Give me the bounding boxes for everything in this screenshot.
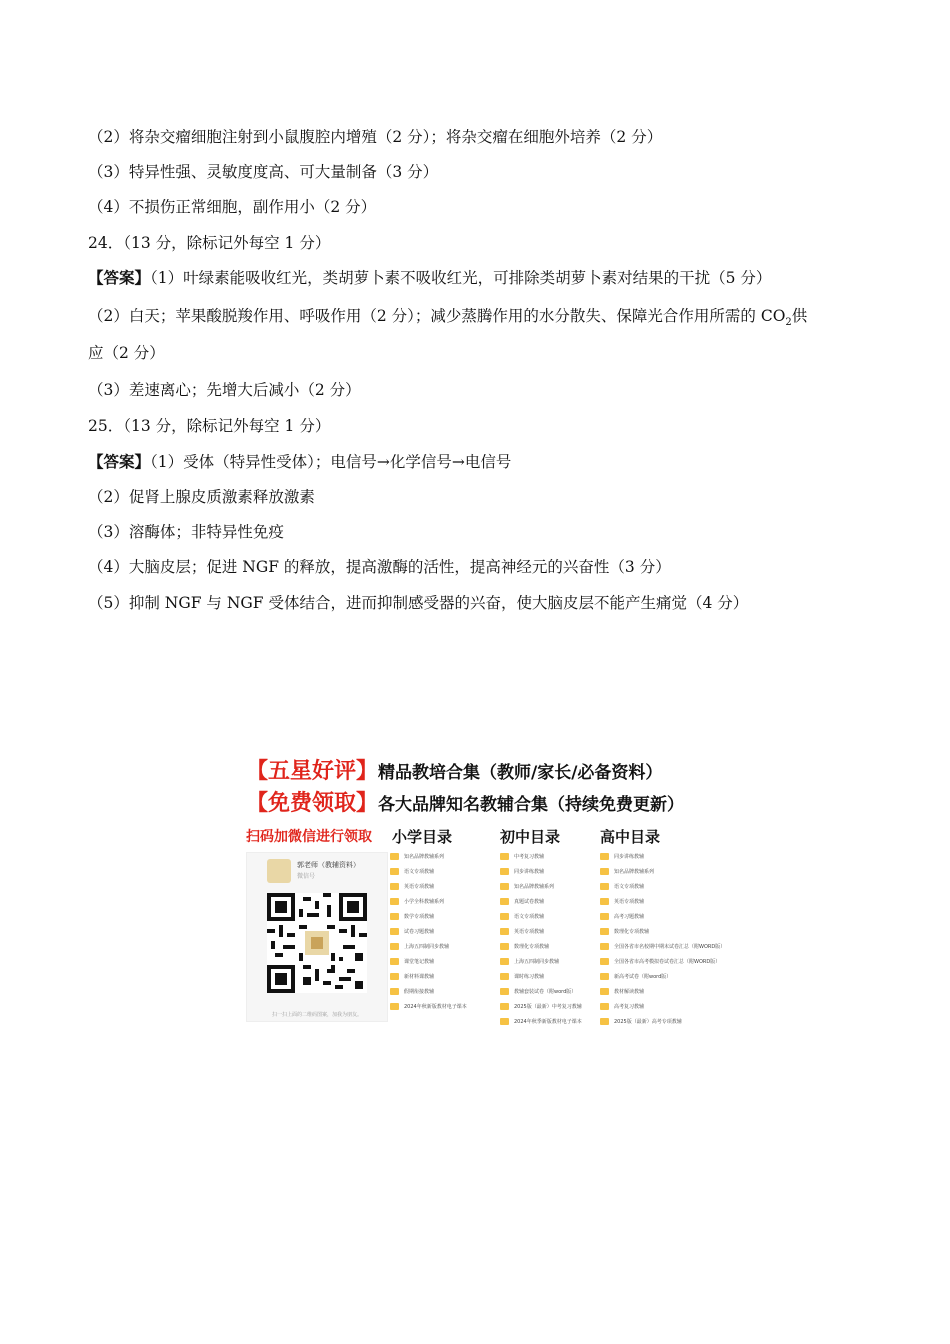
catalog-item[interactable] [600, 987, 725, 1002]
folder-icon [600, 913, 609, 920]
answer-line [88, 306, 808, 329]
folder-icon [390, 928, 399, 935]
question-24-answer [88, 268, 771, 288]
promo-text: 精品教培合集（教师/家长/必备资料） [378, 763, 663, 783]
catalog-item[interactable] [600, 1002, 725, 1017]
catalog-item[interactable] [390, 927, 467, 942]
folder-icon [500, 1018, 509, 1025]
catalog-item[interactable] [500, 927, 582, 942]
catalog-item-label: 同步讲练教辅 [614, 854, 645, 860]
card-footer: 扫一扫上面的二维码图案，加我为朋友。 [271, 1012, 362, 1018]
catalog-item-label: 语文专项教辅 [514, 914, 545, 920]
folder-icon [500, 973, 509, 980]
middle-catalog-list [500, 852, 582, 1032]
folder-icon [500, 898, 509, 905]
catalog-item[interactable] [390, 882, 467, 897]
catalog-item[interactable] [390, 942, 467, 957]
catalog-item[interactable] [600, 882, 725, 897]
promo-banner[interactable] [246, 748, 726, 1025]
catalog-item-label: 全国各省市名校期中期末试卷汇总（附WORD版） [614, 944, 726, 950]
catalog-item-label: 教材解读教辅 [614, 989, 645, 995]
catalog-item[interactable] [500, 882, 582, 897]
folder-icon [500, 988, 509, 995]
catalog-item[interactable] [500, 957, 582, 972]
catalog-item-label: 数理化专项教辅 [514, 944, 550, 950]
answer-text: （2）白天；苹果酸脱羧作用、呼吸作用（2 分）；减少蒸腾作用的水分散失、保障光合作用所需的 CO [88, 307, 786, 325]
promo-headline-2 [246, 786, 684, 817]
catalog-item[interactable] [600, 927, 725, 942]
folder-icon [600, 943, 609, 950]
answer-line: （4）不损伤正常细胞，副作用小（2 分） [88, 198, 377, 216]
answer-line: （2）将杂交瘤细胞注射到小鼠腹腔内增殖（2 分）；将杂交瘤在细胞外培养（2 分） [88, 128, 663, 146]
folder-icon [390, 898, 399, 905]
catalog-item[interactable] [390, 987, 467, 1002]
catalog-item[interactable] [600, 1017, 725, 1032]
catalog-item[interactable] [500, 867, 582, 882]
catalog-item[interactable] [600, 957, 725, 972]
folder-icon [390, 868, 399, 875]
catalog-item[interactable] [390, 852, 467, 867]
catalog-item[interactable] [390, 897, 467, 912]
catalog-item-label: 试卷习题教辅 [404, 929, 435, 935]
folder-icon [390, 973, 399, 980]
catalog-item-label: 知名品牌教辅系列 [514, 884, 555, 890]
answer-label: 【答案】 [88, 452, 151, 471]
catalog-item-label: 数学专项教辅 [404, 914, 435, 920]
answer-line: （3）溶酶体；非特异性免疫 [88, 523, 284, 541]
catalog-item-label: 同步讲练教辅 [514, 869, 545, 875]
folder-icon [500, 883, 509, 890]
promo-headline-1 [246, 754, 662, 785]
catalog-item[interactable] [390, 912, 467, 927]
catalog-item-label: 课堂笔记教辅 [404, 959, 435, 965]
folder-icon [600, 973, 609, 980]
question-24-heading: 24．（13 分，除标记外每空 1 分） [88, 234, 331, 252]
folder-icon [600, 868, 609, 875]
catalog-item-label: 小学全科教辅系列 [404, 899, 445, 905]
catalog-item-label: 课时练习教辅 [514, 974, 545, 980]
catalog-item[interactable] [600, 912, 725, 927]
scan-label: 扫码加微信进行领取 [246, 829, 372, 845]
catalog-item-label: 数理化专项教辅 [614, 929, 650, 935]
answer-text: （1）受体（特异性受体）；电信号→化学信号→电信号 [150, 453, 512, 471]
folder-icon [390, 1003, 399, 1010]
catalog-item-label: 2025版（最新）高考专项教辅 [614, 1019, 682, 1025]
promo-text: 各大品牌知名教辅合集（持续免费更新） [378, 795, 685, 815]
folder-icon [500, 853, 509, 860]
high-catalog-title: 高中目录 [600, 828, 661, 846]
folder-icon [600, 988, 609, 995]
folder-icon [600, 853, 609, 860]
card-name: 郭老师（教辅资料） [297, 861, 360, 869]
folder-icon [600, 898, 609, 905]
catalog-item[interactable] [390, 867, 467, 882]
catalog-item[interactable] [600, 972, 725, 987]
catalog-item-label: 知名品牌教辅系列 [404, 854, 445, 860]
catalog-item-label: 新高考试卷（附word版） [614, 974, 672, 980]
middle-catalog-title: 初中目录 [500, 828, 561, 846]
primary-catalog-list [390, 852, 467, 1017]
catalog-item[interactable] [500, 1017, 582, 1032]
answer-text: （1）叶绿素能吸收红光，类胡萝卜素不吸收红光，可排除类胡萝卜素对结果的干扰（5 分） [150, 269, 772, 287]
catalog-item-label: 2025版（最新）中考复习教辅 [514, 1004, 582, 1010]
catalog-item-label: 上海五四制同步教辅 [514, 959, 560, 965]
catalog-item[interactable] [500, 942, 582, 957]
folder-icon [600, 1018, 609, 1025]
catalog-item[interactable] [500, 912, 582, 927]
catalog-item-label: 高考复习教辅 [614, 1004, 645, 1010]
catalog-item-label: 假期衔接教辅 [404, 989, 435, 995]
catalog-item[interactable] [390, 957, 467, 972]
answer-label: 【答案】 [88, 268, 151, 287]
folder-icon [500, 958, 509, 965]
catalog-item-label: 上海五四制同步教辅 [404, 944, 450, 950]
catalog-item-label: 语文专项教辅 [404, 869, 435, 875]
catalog-item-label: 教辅套装试卷（附word版） [514, 989, 577, 995]
catalog-item-label: 2024年秋季新版教材电子课本 [514, 1019, 582, 1025]
folder-icon [390, 943, 399, 950]
promo-highlight: 【五星好评】 [246, 759, 379, 784]
catalog-item-label: 英语专项教辅 [404, 884, 435, 890]
folder-icon [600, 958, 609, 965]
catalog-item[interactable] [390, 1002, 467, 1017]
answer-line: （3）差速离心；先增大后减小（2 分） [88, 381, 361, 399]
catalog-item-label: 语文专项教辅 [614, 884, 645, 890]
promo-highlight: 【免费领取】 [246, 791, 379, 816]
catalog-item[interactable] [600, 852, 725, 867]
catalog-item[interactable] [500, 852, 582, 867]
avatar [267, 859, 291, 883]
catalog-item-label: 英语专项教辅 [614, 899, 645, 905]
catalog-item-label: 高考习题教辅 [614, 914, 645, 920]
primary-catalog-title: 小学目录 [392, 828, 453, 846]
answer-text: 供 [791, 307, 808, 325]
card-subtitle: 微信号 [297, 873, 316, 880]
folder-icon [390, 988, 399, 995]
folder-icon [600, 883, 609, 890]
catalog-item[interactable] [500, 972, 582, 987]
folder-icon [390, 883, 399, 890]
folder-icon [390, 913, 399, 920]
catalog-item-label: 中考复习教辅 [514, 854, 545, 860]
folder-icon [500, 868, 509, 875]
folder-icon [600, 928, 609, 935]
catalog-item[interactable] [500, 1002, 582, 1017]
folder-icon [500, 928, 509, 935]
catalog-item[interactable] [600, 897, 725, 912]
folder-icon [390, 853, 399, 860]
catalog-item[interactable] [600, 867, 725, 882]
subscript: 2 [785, 317, 792, 329]
folder-icon [500, 943, 509, 950]
catalog-item[interactable] [600, 942, 725, 957]
folder-icon [390, 958, 399, 965]
high-catalog-list [600, 852, 725, 1032]
question-25-heading: 25．（13 分，除标记外每空 1 分） [88, 417, 331, 435]
catalog-item[interactable] [500, 987, 582, 1002]
catalog-item-label: 全国各省市高考模拟卷试卷汇总（附WORD版） [614, 959, 721, 965]
qr-code-icon[interactable] [267, 893, 367, 993]
answer-line: （5）抑制 NGF 与 NGF 受体结合，进而抑制感受器的兴奋，使大脑皮层不能产生痛觉（4 分） [88, 594, 749, 612]
catalog-item-label: 英语专项教辅 [514, 929, 545, 935]
folder-icon [500, 1003, 509, 1010]
folder-icon [500, 913, 509, 920]
wechat-card [246, 852, 388, 1022]
answer-line: （2）促肾上腺皮质激素释放激素 [88, 488, 315, 506]
catalog-item-label: 新材料课教辅 [404, 974, 435, 980]
folder-icon [600, 1003, 609, 1010]
question-25-answer [88, 452, 511, 472]
catalog-item-label: 真题试卷教辅 [514, 899, 545, 905]
catalog-item-label: 知名品牌教辅系列 [614, 869, 655, 875]
catalog-item-label: 2024年秋新版教材电子课本 [404, 1004, 467, 1010]
catalog-item[interactable] [500, 897, 582, 912]
answer-line: （4）大脑皮层；促进 NGF 的释放，提高激酶的活性，提高神经元的兴奋性（3 分） [88, 558, 671, 576]
answer-line: （3）特异性强、灵敏度度高、可大量制备（3 分） [88, 163, 439, 181]
catalog-item[interactable] [390, 972, 467, 987]
answer-line: 应（2 分） [88, 344, 165, 362]
